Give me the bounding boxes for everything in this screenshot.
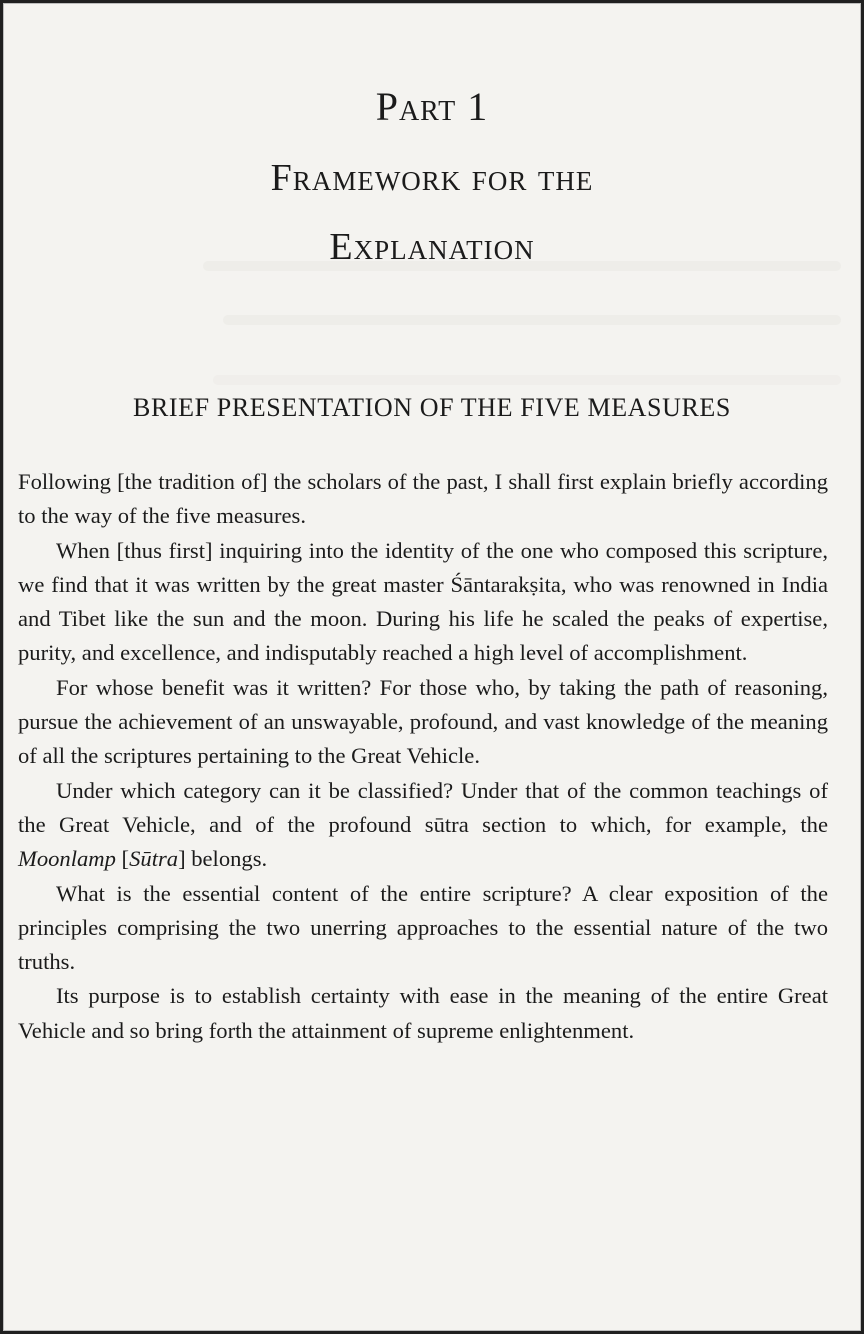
- paragraph-text: Under which category can it be classified? Under that of the common teachings of the Great Vehicle, and of the profound sūtra section to which, for example, the: [18, 777, 828, 837]
- paragraph: Following [the tradition of] the scholars of the past, I shall first explain briefly according to the way of the five measures.: [18, 469, 828, 529]
- italic-title: Sūtra: [129, 846, 179, 872]
- chapter-title: Framework for the: [270, 157, 594, 199]
- paragraph: What is the essential content of the entire scripture? A clear exposition of the principles comprising the two unerring approaches to the essential nature of the two truths.: [18, 880, 828, 975]
- body-text: [18, 465, 828, 1048]
- section-heading: BRIEF PRESENTATION OF THE FIVE MEASURES: [133, 393, 731, 422]
- show-through-mark: [223, 315, 841, 325]
- paragraph-text: [: [115, 846, 130, 872]
- paragraph-text: ] belongs.: [178, 846, 268, 872]
- chapter-title: Explanation: [329, 226, 535, 268]
- paragraph: [18, 774, 828, 877]
- paragraph: For whose benefit was it written? For those who, by taking the path of reasoning, pursue the achievement of an unswayable, profound, and vast knowledge of the meaning of all the scriptures pertaining to the Great Vehicle.: [18, 674, 828, 769]
- show-through-mark: [213, 375, 841, 385]
- paragraph: When [thus first] inquiring into the identity of the one who composed this scripture, we find that it was written by the great master Śāntarakṣita, who was renowned in India and Tibet like the sun and the moon. During his life he scaled the peaks of expertise, purity, and excellence, and indisputably reached a high level of accomplishment.: [18, 537, 828, 666]
- paragraph: Its purpose is to establish certainty with ease in the meaning of the entire Great Vehicle and so bring forth the attainment of supreme enlightenment.: [18, 983, 828, 1043]
- italic-title: Moonlamp: [18, 846, 116, 872]
- part-title: Part 1: [375, 84, 489, 129]
